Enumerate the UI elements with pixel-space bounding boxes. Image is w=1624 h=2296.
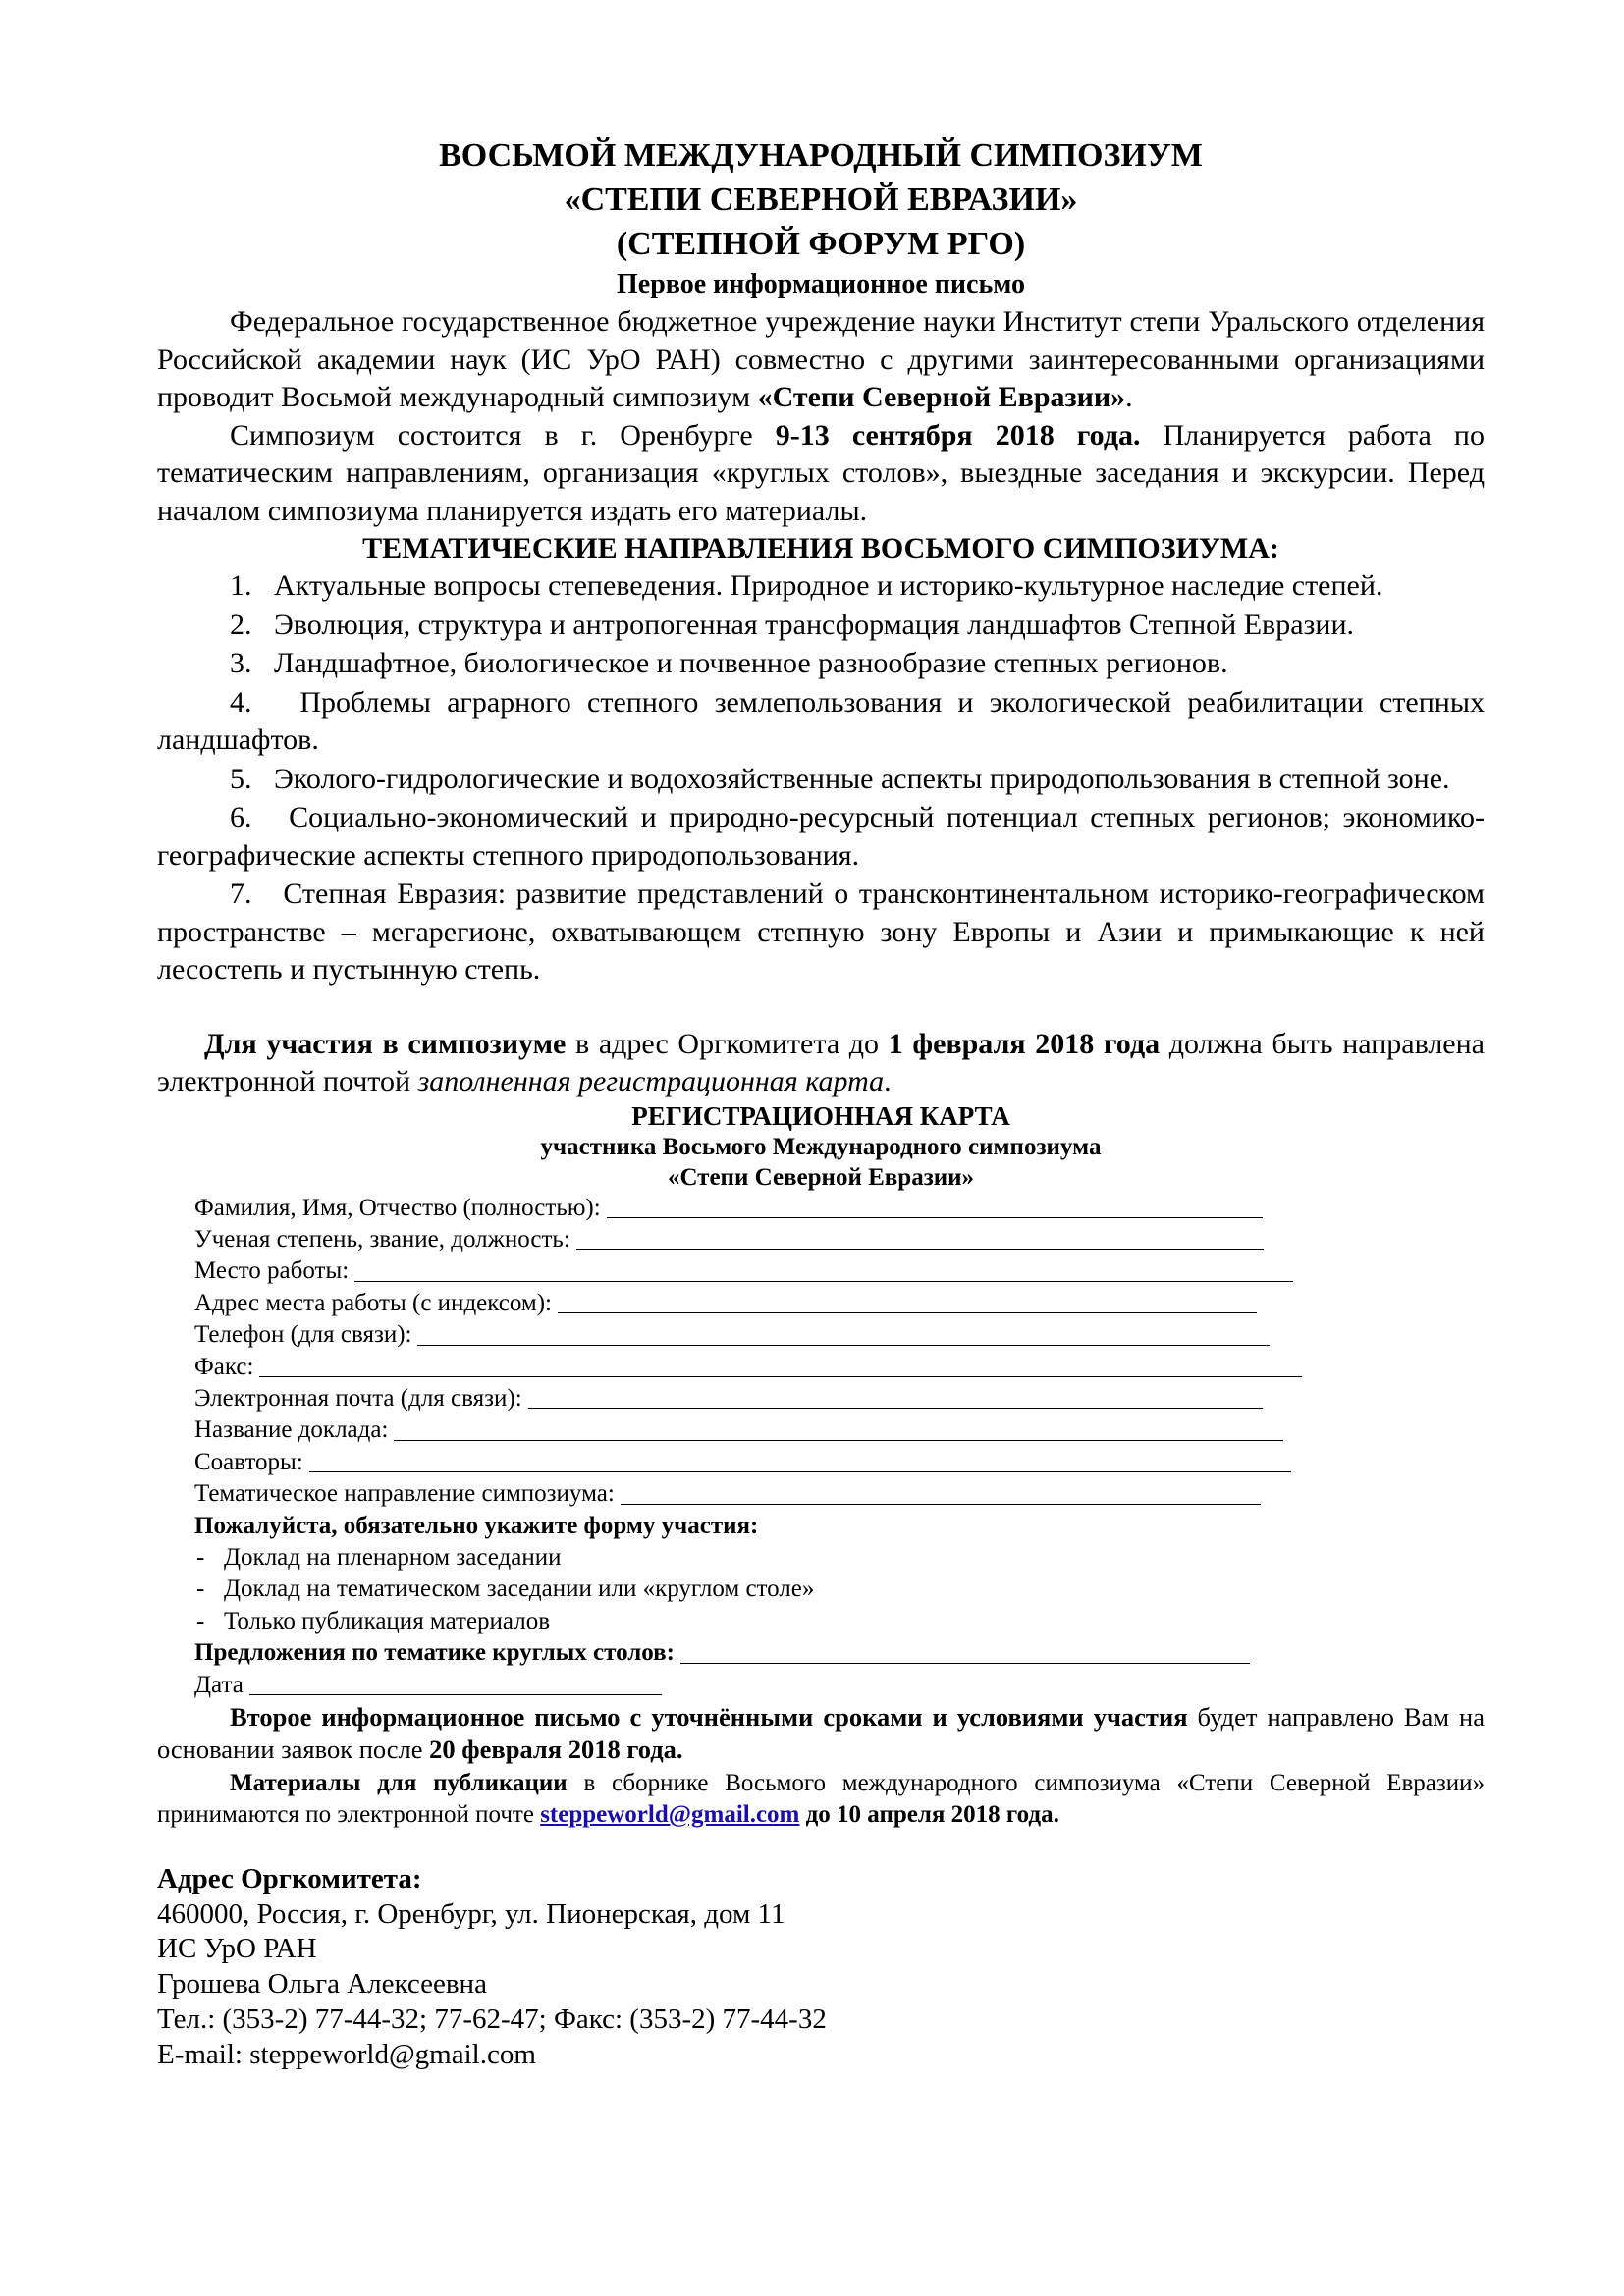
fill-line[interactable] (259, 1355, 1302, 1377)
field-label: Адрес места работы (с индексом): (194, 1289, 552, 1316)
dash-marker: - (196, 1575, 205, 1603)
second-letter-lead: Второе информационное письмо с уточнёнными сроками и условиями участия (230, 1702, 1188, 1732)
card-subtitle: участника Восьмого Международного симпозиума (540, 1133, 1102, 1160)
participation-deadline: 1 февраля 2018 года (888, 1027, 1161, 1060)
contact-person: Грошева Ольга Алексеевна (157, 1968, 487, 2001)
participation-text: должна быть направлена электронной почтой (157, 1027, 1485, 1097)
email-link[interactable]: steppeworld@gmail.com (540, 1801, 800, 1828)
fill-line[interactable] (417, 1323, 1270, 1346)
option-publication (194, 1606, 1485, 1637)
participation-text: в адрес Оргкомитета до (566, 1027, 889, 1060)
participation-form-prompt: Пожалуйста, обязательно укажите форму участия: (194, 1512, 759, 1539)
materials-deadline: до 10 апреля 2018 года. (799, 1801, 1059, 1828)
field-roundtable (194, 1637, 1485, 1669)
intro-text: Федеральное государственное бюджетное учреждение науки Институт степи Уральского отделения Российской академии наук (ИС УрО РАН) совместно с другими заинтересованными организациями проводит Восьмой международный симпозиум (157, 305, 1485, 413)
field-label: Место работы: (194, 1257, 350, 1285)
topic-item: 2. Эволюция, структура и антропогенная трансформация ландшафтов Степной Евразии. (230, 608, 1354, 641)
second-letter-text: будет направлено Вам на основании заявок после (157, 1702, 1485, 1764)
registration-form (194, 1193, 1485, 1702)
participation-lead: Для участия в симпозиуме (204, 1027, 567, 1060)
second-letter-date: 20 февраля 2018 года. (429, 1735, 683, 1764)
fill-line[interactable] (354, 1259, 1293, 1282)
fill-line[interactable] (576, 1227, 1264, 1250)
materials-text: в сборнике Восьмого международного симпозиума «Степи Северной Евразии» принимаются по электронной почте (157, 1770, 1485, 1828)
card-title: РЕГИСТРАЦИОННАЯ КАРТА (631, 1100, 1010, 1131)
fill-line[interactable] (680, 1641, 1250, 1664)
topic-item: 7. Степная Евразия: развитие представлений о трансконтинентальном историко-географическом пространстве – мегарегионе, охватывающем степную зону Европы и Азии и примыкающие к ней лесостепь и пустынную степь. (157, 878, 1485, 986)
field-work-address (194, 1288, 1485, 1319)
fill-line[interactable] (528, 1386, 1263, 1409)
contact-email: E-mail: steppeworld@gmail.com (157, 2038, 536, 2070)
symposium-forum: (СТЕПНОЙ ФОРУМ РГО) (616, 226, 1026, 262)
intro-end: . (1125, 381, 1133, 413)
field-label: Факс: (194, 1353, 254, 1380)
topic-item: 5. Эколого-гидрологические и водохозяйственные аспекты природопользования в степной зоне. (230, 762, 1450, 795)
field-label: Дата (194, 1671, 244, 1698)
materials-lead: Материалы для публикации (230, 1770, 568, 1796)
spacer (157, 989, 1485, 1026)
symposium-title: ВОСЬМОЙ МЕЖДУНАРОДНЫЙ СИМПОЗИУМ (439, 137, 1203, 174)
dates-text: Симпозиум состоится в г. Оренбурге (230, 418, 776, 452)
organizing-committee-address (157, 1862, 1485, 2072)
topic-item: 4. Проблемы аграрного степного землепользования и экологической реабилитации степных ландшафтов. (157, 685, 1485, 756)
intro-section (157, 303, 1485, 1101)
fill-line[interactable] (394, 1418, 1283, 1441)
second-letter-paragraph (157, 1701, 1485, 1766)
letter-subtitle: Первое информационное письмо (617, 269, 1025, 299)
topics-heading: ТЕМАТИЧЕСКИЕ НАПРАВЛЕНИЯ ВОСЬМОГО СИМПОЗИУМА: (362, 532, 1279, 564)
fill-line[interactable] (607, 1196, 1263, 1218)
field-email (194, 1383, 1485, 1415)
option-label: Только публикация материалов (224, 1607, 551, 1634)
option-plenary (194, 1542, 1485, 1574)
participation-paragraph (157, 1026, 1485, 1101)
postal-address: 460000, Россия, г. Оренбург, ул. Пионерская, дом 11 (157, 1897, 785, 1930)
fill-line[interactable] (558, 1291, 1257, 1313)
fill-line[interactable] (309, 1450, 1291, 1472)
topics-list (157, 567, 1485, 989)
field-date (194, 1670, 1485, 1701)
field-full-name (194, 1193, 1485, 1224)
dates-paragraph (157, 417, 1485, 531)
dates-rest: Планируется работа по тематическим направлениям, организация «круглых столов», выездные заседания и экскурсии. Перед началом симпозиума планируется издать его материалы. (157, 418, 1485, 527)
topic-item: 3. Ландшафтное, биологическое и почвенное разнообразие степных регионов. (230, 647, 1228, 679)
field-label: Предложения по тематике круглых столов: (194, 1639, 676, 1667)
field-label: Название доклада: (194, 1416, 389, 1444)
option-label: Доклад на пленарном заседании (224, 1543, 562, 1571)
field-label: Фамилия, Имя, Отчество (полностью): (194, 1194, 601, 1221)
dash-marker: - (196, 1607, 205, 1634)
dash-marker: - (196, 1543, 205, 1571)
phone-fax: Тел.: (353-2) 77-44-32; 77-62-47; Факс: (353-2) 77-44-32 (157, 2002, 827, 2035)
option-label: Доклад на тематическом заседании или «круглом столе» (224, 1575, 815, 1603)
topic-item: 1. Актуальные вопросы степеведения. Природное и историко-культурное наследие степей. (230, 569, 1383, 602)
participation-card-ref: заполненная регистрационная карта (417, 1065, 885, 1097)
participation-end: . (884, 1065, 892, 1097)
field-workplace (194, 1255, 1485, 1287)
symposium-dates: 9-13 сентября 2018 года. (775, 418, 1141, 452)
closing-section (157, 1701, 1485, 1831)
materials-paragraph (157, 1768, 1485, 1831)
field-topic (194, 1478, 1485, 1510)
option-thematic (194, 1574, 1485, 1605)
symposium-name: «СТЕПИ СЕВЕРНОЙ ЕВРАЗИИ» (564, 182, 1078, 218)
field-label: Телефон (для связи): (194, 1321, 412, 1349)
field-label: Тематическое направление симпозиума: (194, 1480, 615, 1508)
fill-line[interactable] (621, 1482, 1261, 1505)
field-degree (194, 1224, 1485, 1255)
topic-item: 6. Социально-экономический и природно-ресурсный потенциал степных регионов; экономико-географические аспекты степного природопользования. (157, 801, 1485, 872)
document-content (157, 133, 1485, 2072)
field-label: Ученая степень, звание, должность: (194, 1225, 570, 1253)
fill-line[interactable] (249, 1673, 662, 1695)
card-subtitle-name: «Степи Северной Евразии» (667, 1163, 975, 1191)
intro-symposium-name: «Степи Северной Евразии» (757, 381, 1126, 413)
field-label: Соавторы: (194, 1448, 303, 1475)
institute-name: ИС УрО РАН (157, 1933, 317, 1965)
field-label: Электронная почта (для связи): (194, 1384, 522, 1412)
intro-paragraph (157, 303, 1485, 417)
field-fax (194, 1352, 1485, 1383)
field-report-title (194, 1415, 1485, 1446)
field-phone (194, 1319, 1485, 1351)
address-heading: Адрес Оргкомитета: (157, 1863, 422, 1895)
field-coauthors (194, 1447, 1485, 1478)
